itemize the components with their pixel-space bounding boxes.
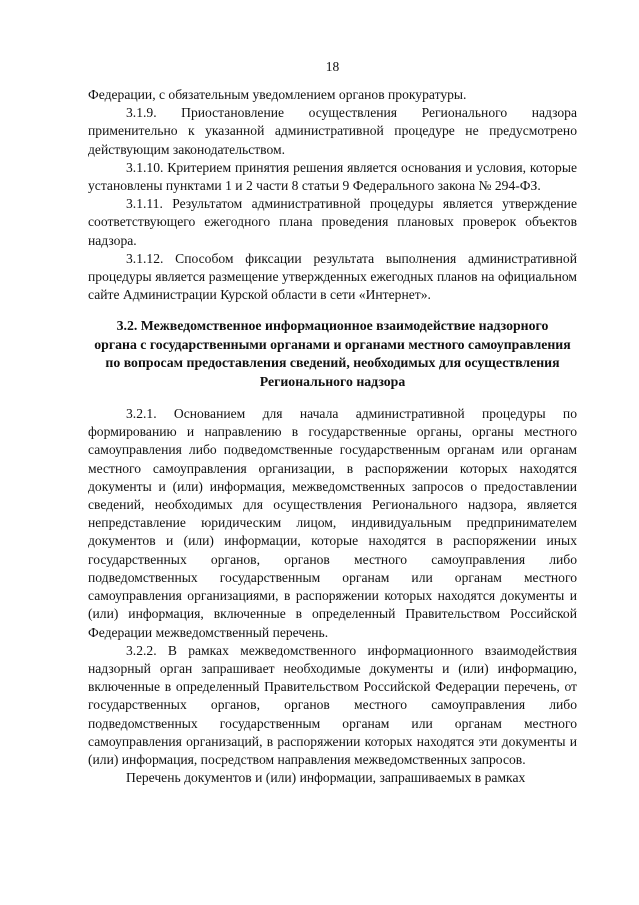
paragraph-3-1-12: 3.1.12. Способом фиксации результата выполнения административной процедуры является размещение утвержденных ежегодных планов на официальном сайте Администрации Курской области в сети «Интернет». — [88, 250, 577, 303]
page-number: 18 — [325, 59, 340, 74]
section-3-2-body — [88, 405, 577, 787]
paragraph-3-2-1: 3.2.1. Основанием для начала административной процедуры по формированию и направлению в государственные органы, органы местного самоуправления либо подведомственные государственным органам или органам местного самоуправления организации, в распоряжении которых находятся документы и (или) информация, межведомственных запросов о предоставлении сведений, необходимых для осуществления Регионального надзора, является непредставление юридическим лицом, индивидуальным предпринимателем документов и (или) информации, которые находятся в распоряжении иных государственных органов, органов местного самоуправления либо подведомственных государственным органам или органам местного самоуправления организациями, в распоряжении которых находятся документы и (или) информация, включенные в определенный Правительством Российской Федерации межведомственный перечень. — [88, 406, 577, 640]
section-3-1-tail — [88, 86, 577, 304]
paragraph-continuation: Федерации, с обязательным уведомлением органов прокуратуры. — [88, 87, 467, 102]
section-heading-3-2: 3.2. Межведомственное информационное взаимодействие надзорного органа с государственными органами и органами местного самоуправления по вопросам предоставления сведений, необходимых для осуществления Регионального надзора — [94, 318, 571, 389]
paragraph-3-1-10: 3.1.10. Критерием принятия решения является основания и условия, которые установлены пунктами 1 и 2 части 8 статьи 9 Федерального закона № 294-ФЗ. — [88, 159, 577, 194]
paragraph-3-1-11: 3.1.11. Результатом административной процедуры является утверждение соответствующего ежегодного плана проведения плановых проверок объектов надзора. — [88, 196, 577, 248]
paragraph-list-intro: Перечень документов и (или) информации, запрашиваемых в рамках — [126, 770, 526, 786]
paragraph-3-1-9: 3.1.9. Приостановление осуществления Регионального надзора применительно к указанной административной процедуре не предусмотрено действующим законодательством. — [88, 105, 577, 157]
paragraph-3-2-2: 3.2.2. В рамках межведомственного информационного взаимодействия надзорный орган запрашивает необходимые документы и (или) информацию, включенные в определенный Правительством Российской Федерации перечень, от государственных органов, органов местного самоуправления либо подведомственных государственным органам или органам местного самоуправления организаций, в распоряжении которых находятся эти документы и (или) информация, посредством направления межведомственных запросов. — [88, 642, 577, 767]
document-body — [88, 86, 577, 787]
